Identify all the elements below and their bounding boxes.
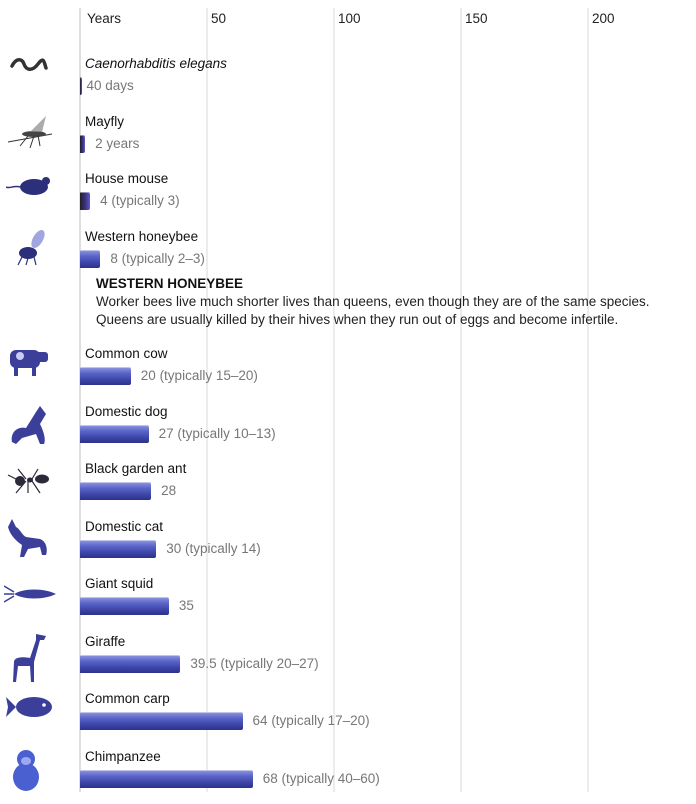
carp-icon bbox=[6, 689, 62, 746]
category-name: Domestic dog bbox=[85, 403, 168, 419]
bar bbox=[80, 712, 243, 730]
value-label: 27 (typically 10–13) bbox=[158, 425, 276, 441]
category-name: Caenorhabditis elegans bbox=[85, 56, 227, 71]
value-label: 64 (typically 17–20) bbox=[252, 713, 370, 728]
cat-icon bbox=[6, 517, 62, 574]
bar bbox=[80, 367, 131, 385]
honeybee-annotation bbox=[96, 275, 686, 329]
value-label: 20 (typically 15–20) bbox=[140, 368, 258, 383]
squid-icon bbox=[4, 574, 60, 631]
value-label: 28 bbox=[161, 483, 177, 498]
value-label: 30 (typically 14) bbox=[166, 540, 261, 556]
bar bbox=[80, 655, 180, 673]
value-label: 39.5 (typically 20–27) bbox=[190, 655, 319, 671]
bar bbox=[80, 482, 151, 500]
annotation-title: WESTERN HONEYBEE bbox=[96, 276, 244, 291]
bee-icon bbox=[6, 227, 62, 284]
tick-label-150: 150 bbox=[465, 11, 488, 26]
category-name: Common cow bbox=[85, 346, 168, 361]
bar bbox=[80, 77, 82, 95]
category-name: Giant squid bbox=[85, 576, 154, 591]
bar bbox=[80, 540, 156, 558]
annotation-text: Worker bees live much shorter lives than queens, even though they are of the same species. Queens are usually killed by their hives when they run out of eggs and become infertile. bbox=[96, 294, 650, 327]
category-name: Black garden ant bbox=[85, 461, 187, 476]
tick-label-200: 200 bbox=[592, 11, 615, 26]
mouse-icon bbox=[6, 169, 62, 226]
bar bbox=[80, 597, 169, 615]
value-label: 4 (typically 3) bbox=[100, 193, 180, 208]
category-name: Common carp bbox=[85, 691, 170, 706]
bar bbox=[80, 135, 85, 153]
category-name: Domestic cat bbox=[85, 518, 164, 534]
value-label: 40 days bbox=[86, 78, 134, 93]
cow-icon bbox=[6, 344, 62, 401]
category-name: Giraffe bbox=[85, 633, 126, 649]
bar bbox=[80, 192, 90, 210]
worm-icon bbox=[6, 54, 62, 111]
tick-label-100: 100 bbox=[338, 11, 361, 26]
giraffe-icon bbox=[6, 632, 62, 689]
value-label: 8 (typically 2–3) bbox=[110, 250, 205, 266]
category-name: Chimpanzee bbox=[85, 748, 161, 764]
bar bbox=[80, 250, 100, 268]
mayfly-icon bbox=[6, 112, 62, 169]
category-name: Western honeybee bbox=[85, 228, 199, 244]
value-label: 35 bbox=[178, 598, 194, 613]
value-label: 68 (typically 40–60) bbox=[262, 770, 380, 786]
category-name: House mouse bbox=[85, 171, 169, 186]
axis-unit-label: Years bbox=[87, 11, 122, 26]
chimpanzee-icon bbox=[6, 747, 62, 804]
tick-label-50: 50 bbox=[211, 11, 227, 26]
dog-icon bbox=[6, 402, 62, 459]
bar bbox=[80, 425, 149, 443]
value-label: 2 years bbox=[95, 135, 140, 151]
category-name: Mayfly bbox=[85, 113, 125, 129]
ant-icon bbox=[6, 459, 62, 516]
bar bbox=[80, 770, 253, 788]
